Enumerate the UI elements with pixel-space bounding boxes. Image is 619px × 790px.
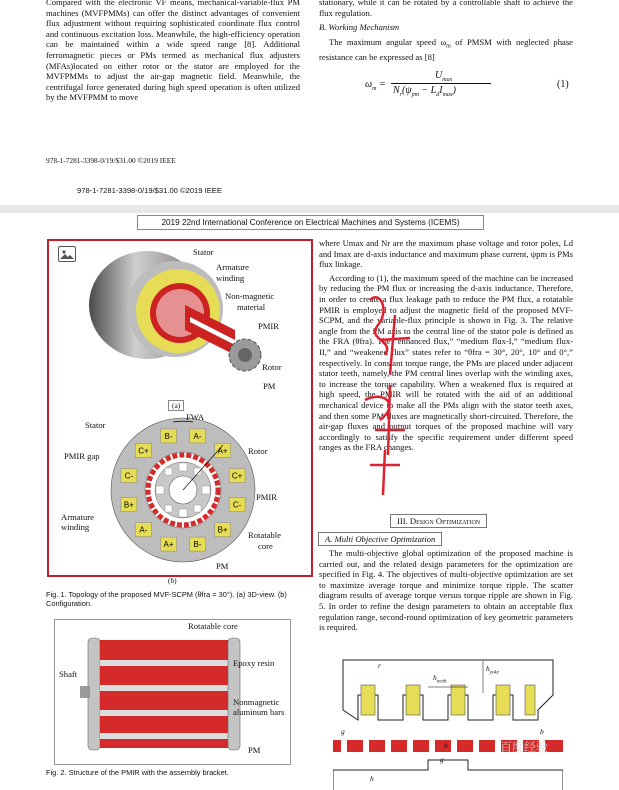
winding-label: A- bbox=[139, 525, 148, 535]
page-gap bbox=[0, 205, 619, 213]
page2-right-column-2 bbox=[319, 548, 573, 634]
winding-label: A+ bbox=[217, 446, 228, 456]
winding-label: A- bbox=[193, 431, 202, 441]
label-pmir-a: PMIR bbox=[258, 321, 280, 331]
winding-label: B+ bbox=[217, 525, 228, 535]
label-fwa: FWA bbox=[186, 412, 205, 422]
fig1-caption: Fig. 1. Topology of the proposed MVF-SCPM (θfra = 30°). (a) 3D-view. (b) Configuration. bbox=[46, 590, 287, 608]
fig4-label-brt: b bbox=[444, 741, 448, 750]
label-pm-b: PM bbox=[216, 561, 229, 571]
label-material-a: material bbox=[237, 302, 266, 312]
winding-label: C- bbox=[124, 471, 134, 481]
eq-numerator: $U_{max}$ bbox=[435, 70, 453, 83]
label-winding-a: winding bbox=[216, 273, 245, 283]
label-alum-bars: aluminum bars bbox=[233, 707, 285, 717]
label-nonmag-fig2: Nonmagnetic bbox=[233, 697, 280, 707]
fig1b-configuration bbox=[108, 415, 258, 565]
top-right-column bbox=[319, 0, 573, 64]
label-rotor-b: Rotor bbox=[248, 446, 268, 456]
isbn-footer-serif: 978-1-7281-3398-0/19/$31.00 ©2019 IEEE bbox=[46, 156, 176, 165]
watermark-text: 百度经验 bbox=[500, 740, 549, 754]
label-winding-b: winding bbox=[61, 522, 90, 532]
fig2-caption: Fig. 2. Structure of the PMIR with the assembly bracket. bbox=[46, 768, 229, 777]
winding-label: C- bbox=[232, 500, 242, 510]
rotor-profile bbox=[333, 760, 563, 790]
label-armature-a: Armature bbox=[216, 262, 249, 272]
pm-bars bbox=[100, 640, 230, 748]
right-para-2: According to (1), the maximum speed of the machine can be increased by reducing the PM flux or increasing the d-axis inductance. Therefore, in order to create a flux leakage path to reduce the PM flux, a rotatable PMIR is employed to adjust the magnetic field of the proposed MVF-SCPM, and the variable-flux principle is shown in Fig. 3. The relative angle from the PM axis to the central line of the stator pole is defined as the FRA (θfra). The “enhanced flux,” “medium flux-I,” “medium flux-II,” and “weakened flux” states refer to “θfra = 30°, 20°, 10° and 0°,” respectively. In constant torque range, the PMs are placed under adjacent stator teeth, namely, the PM central lines overlap with the winding axes, to increase the torque capability. When a weakened flux is required at high speed, the PMIR will be rotated with the aid of an additional mechanical device to make all the PMs align with the stator teeth axes, and then some PM fluxes are magnetically short-circuited. Therefore, the air-gap fluxes and output torques of the proposed machine will vary accordingly to satisfy the specific requirement under different speed ranges as the FRA changes. bbox=[319, 272, 573, 453]
fig2-pmir-structure bbox=[80, 630, 250, 760]
top-left-paragraph: Compared with the electronic VF means, mechanical-variable-flux PM machines (MVFPMMs) can offer the distinct advantages of convenient flux adjustment without requiring sophisticated coordinate flux control and continuous excitation loss. Meanwhile, the high-efficiency operation can be maintained within a wide speed range [8]. Additional ferromagnetic pieces or PMs termed as mechanical flux adjusters (MFAs)located on either rotor or the stator are employed for the MVFPMMs to adjust the air-gap magnetic field. Meanwhile, the centrifugal force generated during high speed operation is often utilized by the MVFPMM to move bbox=[46, 0, 300, 103]
eq-lhs: ω bbox=[365, 79, 373, 90]
shaft-stub bbox=[80, 686, 90, 698]
fig4-label-h-yoke: $h_{yoke}$ bbox=[486, 664, 499, 676]
label-shaft: Shaft bbox=[59, 669, 78, 679]
fig4-label-gi: g bbox=[440, 755, 444, 764]
label-stator-a: Stator bbox=[193, 247, 214, 257]
top-right-paragraph: The maximum angular speed $\omega_m$ of PMSM with neglected phase resistance can be expressed as [8] bbox=[319, 36, 573, 63]
eq-fraction-line bbox=[391, 83, 491, 84]
annotation-stroke-1 bbox=[370, 297, 387, 355]
label-stator-b: Stator bbox=[85, 420, 106, 430]
image-icon bbox=[58, 246, 76, 262]
label-pm-a: PM bbox=[263, 381, 276, 391]
top-left-column bbox=[46, 0, 300, 119]
label-rot-core-1: Rotatable bbox=[248, 530, 281, 540]
annotation-stroke-3 bbox=[365, 385, 405, 455]
annotation-stroke-4 bbox=[370, 450, 400, 495]
isbn-footer-sans: 978-1-7281-3398-0/19/$31.00 ©2019 IEEE bbox=[77, 186, 222, 195]
label-rot-core-fig2: Rotatable core bbox=[188, 621, 238, 631]
eq-denominator: $N_r(\psi_{pm} - L_dI_{max})$ bbox=[393, 85, 456, 98]
eq-number: (1) bbox=[557, 79, 569, 90]
label-pmir-b: PMIR bbox=[256, 492, 278, 502]
handwritten-annotation bbox=[350, 280, 430, 510]
fig4-label-ge: g bbox=[341, 727, 345, 736]
fig4-label-rs: r bbox=[378, 661, 381, 670]
equation-1: $\omega_m$ = $U_{max}$ $N_r(\psi_{pm} - L_dI_{max})$ (1) bbox=[365, 70, 569, 98]
label-nonmag-a: Non-magnetic bbox=[225, 291, 275, 301]
right-para-1: where Umax and Nr are the maximum phase voltage and rotor poles, Ld and Imax are d-axis inductance and maximum phase current, ψpm is PMs flux linkage. bbox=[319, 238, 573, 270]
winding-label: C+ bbox=[231, 471, 243, 481]
label-sub-a: (a) bbox=[168, 400, 184, 411]
winding-label: C+ bbox=[138, 446, 149, 456]
top-right-line: stationary, while it can be rotated by a controllable shaft to achieve the flux regulation. bbox=[319, 0, 573, 18]
label-armature-b: Armature bbox=[61, 512, 94, 522]
bracket-right bbox=[228, 638, 240, 750]
label-pm-fig2: PM bbox=[248, 745, 261, 755]
winding-label: B- bbox=[164, 431, 173, 441]
fig4-label-h-teeth: $h_{teeth}$ bbox=[433, 673, 447, 685]
fig4-label-hr: h bbox=[370, 774, 374, 783]
label-rot-core-2: core bbox=[258, 541, 273, 551]
subsection-b-heading: B. Working Mechanism bbox=[319, 22, 400, 33]
label-sub-b: (b) bbox=[168, 576, 177, 585]
section-3-heading: III. Design Optimization bbox=[390, 514, 487, 528]
fig4-design-parameters bbox=[333, 655, 563, 790]
rotor-gear-hub bbox=[238, 348, 252, 362]
winding-label: B- bbox=[193, 540, 202, 550]
right-para-3: The multi-objective global optimization of the proposed machine is carried out, and the related design parameters for the optimization are specified in Fig. 4. The objectives of multi-objective optimization are set to maximize average torque and minimize torque ripple. The scatter diagram results of average torque versus torque ripple are shown in Fig. 5. In order to refine the design parameters to obtain an acceptable flux regulation range, second-round optimization of key geometric parameters is required. bbox=[319, 548, 573, 633]
fig4-label-bs: b bbox=[540, 727, 544, 736]
winding-label: B+ bbox=[123, 500, 134, 510]
label-epoxy: Epoxy resin bbox=[233, 658, 275, 668]
label-rotor-a: Rotor bbox=[262, 362, 282, 372]
label-pmir-gap: PMIR gap bbox=[64, 451, 100, 461]
conference-header: 2019 22nd International Conference on Electrical Machines and Systems (ICEMS) bbox=[137, 215, 484, 230]
winding-label: A+ bbox=[163, 540, 174, 550]
subsection-a-heading: A. Multi Objective Optimization bbox=[318, 532, 442, 546]
